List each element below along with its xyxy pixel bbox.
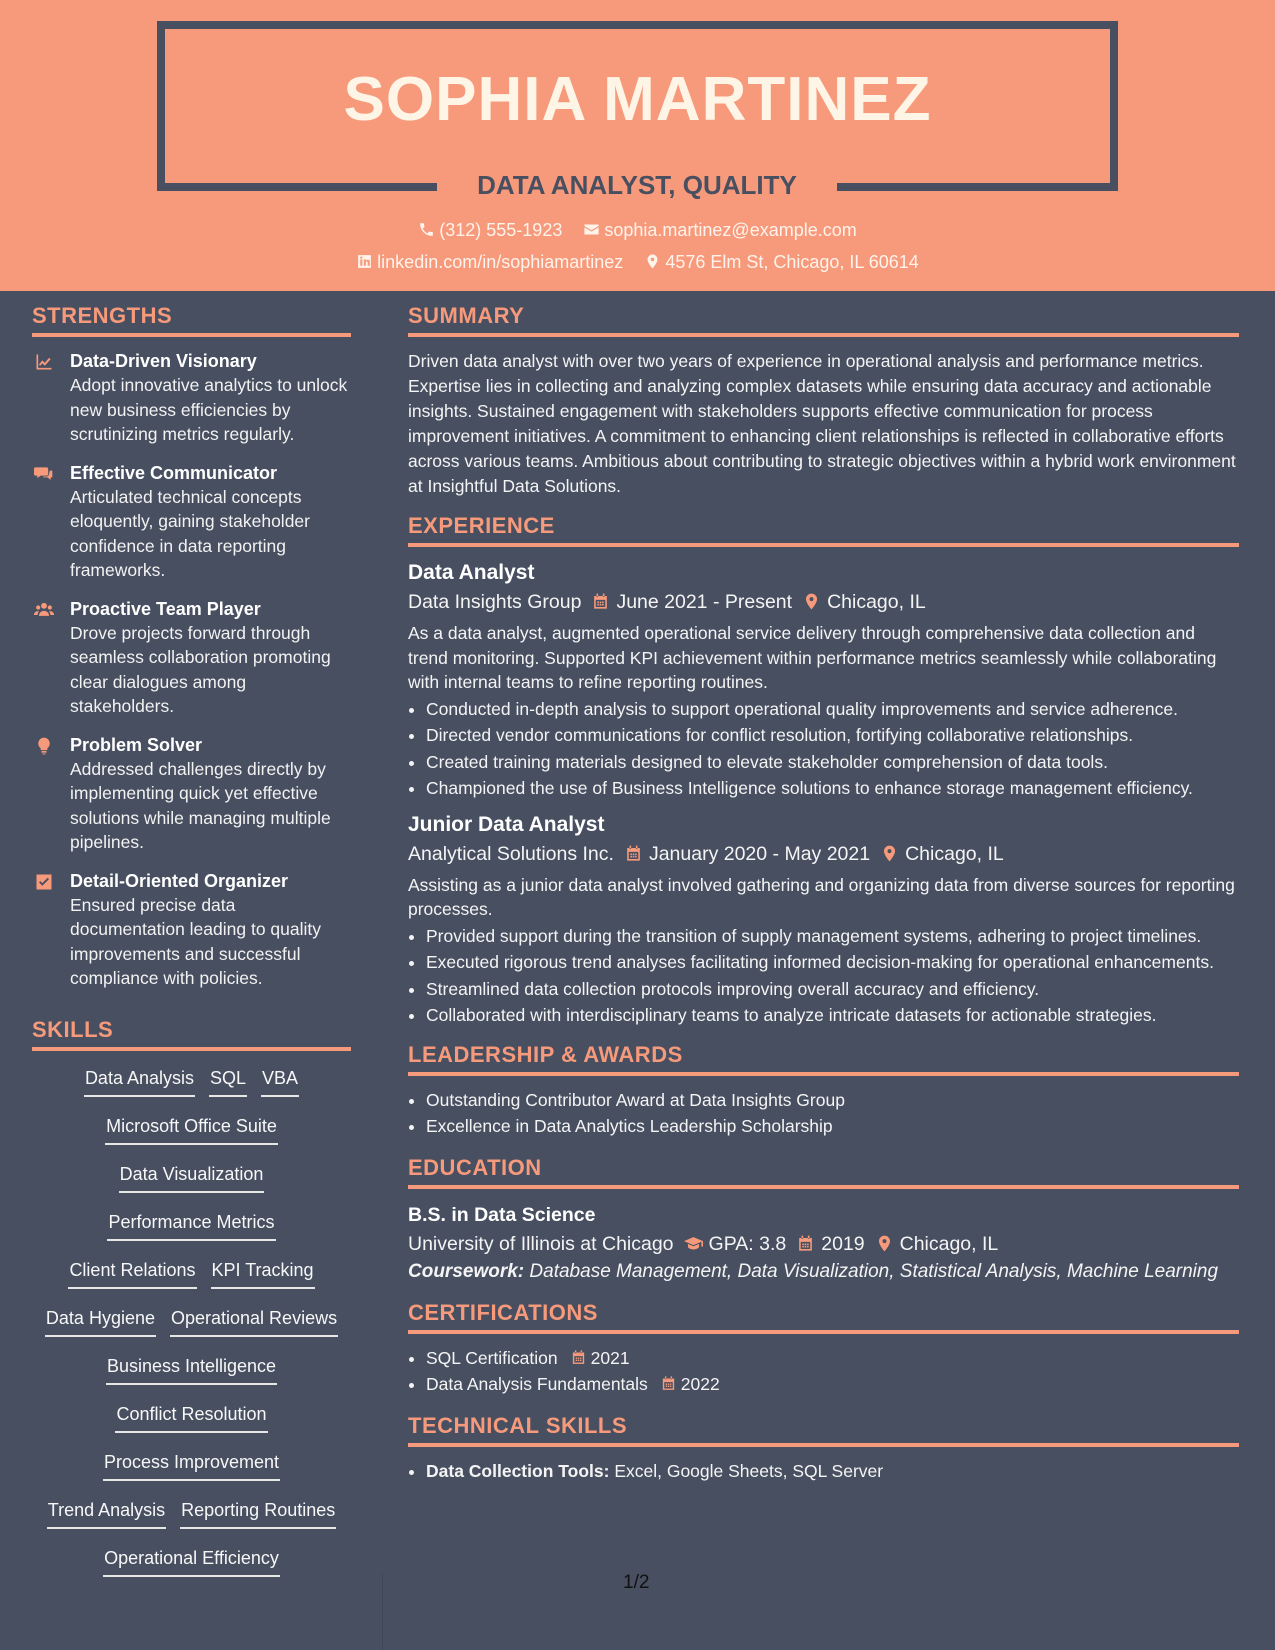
- map-marker-icon: [644, 253, 661, 270]
- skill-tag: Conflict Resolution: [115, 1399, 267, 1433]
- job-dates: June 2021 - Present: [616, 591, 793, 613]
- check-square-icon: [34, 872, 54, 892]
- school-location: Chicago, IL: [899, 1232, 999, 1255]
- skill-tag: Operational Efficiency: [103, 1543, 280, 1577]
- calendar-icon: [660, 1375, 677, 1392]
- skill-tag: Process Improvement: [103, 1447, 280, 1481]
- skill-tag: Data Visualization: [119, 1159, 265, 1193]
- right-column: [408, 303, 1239, 1485]
- calendar-icon: [570, 1349, 587, 1366]
- skill-tag: Operational Reviews: [170, 1303, 338, 1337]
- company: Analytical Solutions Inc.: [408, 842, 614, 865]
- address: [644, 252, 919, 273]
- technical-skills-heading: TECHNICAL SKILLS: [408, 1413, 1239, 1447]
- lightbulb-icon: [34, 736, 54, 756]
- address-text: 4576 Elm St, Chicago, IL 60614: [665, 252, 919, 272]
- summary-text: Driven data analyst with over two years of experience in operational analysis and performance metrics. Expertise lies in collecting and analyzing complex datasets while ensuring data accuracy and actionable insights. Sustained engagement with stakeholders supports effective communication for process improvement initiatives. A commitment to enhancing client relationships is reflected in collaborative efforts across various teams. Ambitious about contributing to strategic objectives within a hybrid work environment at Insightful Data Solutions.: [408, 351, 1236, 496]
- phone-icon: [418, 221, 435, 238]
- job-description: Assisting as a junior data analyst involved gathering and organizing data from diverse sources for reporting processes.: [408, 874, 1235, 919]
- left-column: [32, 303, 351, 1591]
- strength-text: Addressed challenges directly by implementing quick yet effective solutions while managing multiple pipelines.: [70, 758, 331, 852]
- list-item: [426, 1346, 1239, 1371]
- experience-heading: EXPERIENCE: [408, 513, 1239, 547]
- map-marker-icon: [802, 592, 821, 611]
- strength-title: Proactive Team Player: [70, 598, 261, 619]
- chart-line-icon: [34, 352, 54, 372]
- phone-text: (312) 555-1923: [439, 220, 563, 240]
- job-entry: [408, 811, 1239, 1028]
- strength-item: [32, 349, 351, 447]
- job-location: Chicago, IL: [905, 842, 1004, 865]
- list-item: • Conducted in-depth analysis to support operational quality improvements and service adherence.: [426, 697, 1239, 722]
- gpa: GPA: 3.8: [708, 1232, 787, 1255]
- skill-tag: VBA: [261, 1063, 299, 1097]
- list-item: • Directed vendor communications for conflict resolution, fortifying collaborative relationships.: [426, 723, 1239, 748]
- strength-title: Effective Communicator: [70, 462, 278, 483]
- tech-value: Excel, Google Sheets, SQL Server: [614, 1460, 884, 1481]
- skill-tag: Client Relations: [68, 1255, 196, 1289]
- skill-tag: Data Analysis: [84, 1063, 195, 1097]
- tech-label: Data Collection Tools:: [426, 1460, 610, 1481]
- job-location: Chicago, IL: [827, 591, 926, 613]
- skill-tag: Reporting Routines: [180, 1495, 336, 1529]
- skill-tag: KPI Tracking: [211, 1255, 315, 1289]
- contact-row-2: [0, 252, 1275, 273]
- leadership-heading: LEADERSHIP & AWARDS: [408, 1042, 1239, 1076]
- skill-tag: Data Hygiene: [45, 1303, 156, 1337]
- company: Data Insights Group: [408, 591, 582, 613]
- list-item: • Excellence in Data Analytics Leadership Scholarship: [426, 1114, 1239, 1139]
- strength-item: [32, 869, 351, 991]
- school: University of Illinois at Chicago: [408, 1232, 674, 1255]
- strength-item: [32, 597, 351, 719]
- cert-name: SQL Certification: [426, 1347, 558, 1368]
- job-role: Data Analyst: [408, 561, 535, 584]
- resume-header: [0, 0, 1275, 291]
- job-role: Junior Data Analyst: [408, 812, 605, 836]
- cert-year: 2021: [590, 1347, 630, 1368]
- email-text: sophia.martinez@example.com: [604, 220, 857, 240]
- job-description: As a data analyst, augmented operational service delivery through comprehensive data collection and trend monitoring. Supported KPI achievement within performance metrics seamlessly while collaborating with internal teams to refine reporting routines.: [408, 623, 1217, 692]
- calendar-icon: [796, 1234, 815, 1253]
- list-item: • Streamlined data collection protocols improving overall accuracy and efficiency.: [426, 977, 1239, 1002]
- strength-text: Adopt innovative analytics to unlock new business efficiencies by scrutinizing metrics regularly.: [70, 375, 348, 444]
- certifications-list: [426, 1346, 1239, 1397]
- graduation-year: 2019: [821, 1232, 865, 1255]
- job-bullets: [426, 697, 1239, 801]
- contact-row-1: [0, 220, 1275, 241]
- skill-tag: SQL: [209, 1063, 247, 1097]
- list-item: • Championed the use of Business Intelligence solutions to enhance storage management efficiency.: [426, 776, 1239, 801]
- list-item: • Created training materials designed to elevate stakeholder comprehension of data tools.: [426, 750, 1239, 775]
- comments-icon: [34, 464, 54, 484]
- skills-list: [32, 1063, 351, 1577]
- job-entry: [408, 559, 1239, 801]
- linkedin[interactable]: [356, 252, 623, 273]
- job-meta: [408, 839, 1239, 869]
- users-icon: [34, 600, 54, 620]
- envelope-icon: [583, 221, 600, 238]
- skill-tag: Microsoft Office Suite: [105, 1111, 278, 1145]
- leadership-list: [426, 1088, 1239, 1139]
- map-marker-icon: [880, 844, 899, 863]
- coursework-text: Database Management, Data Visualization, Statistical Analysis, Machine Learning: [529, 1260, 1219, 1282]
- strength-item: [32, 733, 351, 855]
- skill-tag: Business Intelligence: [106, 1351, 277, 1385]
- strength-text: Ensured precise data documentation leading to quality improvements and successful compliance with policies.: [70, 894, 322, 988]
- job-meta: [408, 587, 1239, 617]
- linkedin-text: linkedin.com/in/sophiamartinez: [377, 252, 624, 272]
- strength-text: Articulated technical concepts eloquently, gaining stakeholder confidence in data reporting frameworks.: [70, 486, 310, 580]
- skills-heading: SKILLS: [32, 1017, 351, 1051]
- cert-name: Data Analysis Fundamentals: [426, 1374, 648, 1394]
- skill-tag: Performance Metrics: [107, 1207, 275, 1241]
- list-item: • Outstanding Contributor Award at Data Insights Group: [426, 1088, 1239, 1113]
- cert-year: 2022: [680, 1374, 720, 1394]
- calendar-icon: [591, 592, 610, 611]
- map-marker-icon: [875, 1234, 894, 1253]
- technical-skills-list: [426, 1459, 1239, 1484]
- phone[interactable]: [418, 220, 562, 241]
- page-number: 1/2: [623, 1572, 650, 1593]
- coursework: [408, 1259, 1239, 1284]
- education-meta: [408, 1229, 1239, 1259]
- job-title: DATA ANALYST, QUALITY: [477, 170, 797, 200]
- list-item: [426, 1372, 1239, 1397]
- calendar-icon: [624, 844, 643, 863]
- list-item: [426, 1459, 1239, 1484]
- email[interactable]: [583, 220, 856, 241]
- strength-title: Problem Solver: [70, 734, 203, 755]
- list-item: • Collaborated with interdisciplinary teams to analyze intricate datasets for actionable strategies.: [426, 1003, 1239, 1028]
- job-bullets: [426, 924, 1239, 1028]
- strength-title: Detail-Oriented Organizer: [70, 870, 289, 891]
- summary-heading: SUMMARY: [408, 303, 1239, 337]
- job-title-band: [437, 166, 837, 204]
- skill-tag: Trend Analysis: [47, 1495, 166, 1529]
- coursework-label: Coursework:: [408, 1260, 525, 1282]
- list-item: • Provided support during the transition of supply management systems, adhering to project timelines.: [426, 924, 1239, 949]
- certifications-heading: CERTIFICATIONS: [408, 1300, 1239, 1334]
- graduation-cap-icon: [684, 1234, 703, 1253]
- column-divider: [382, 1574, 383, 1650]
- degree: B.S. in Data Science: [408, 1203, 596, 1226]
- list-item: • Executed rigorous trend analyses facilitating informed decision-making for operational enhancements.: [426, 950, 1239, 975]
- strengths-heading: STRENGTHS: [32, 303, 351, 337]
- strength-text: Drove projects forward through seamless collaboration promoting clear dialogues among stakeholders.: [70, 622, 331, 716]
- job-dates: January 2020 - May 2021: [648, 842, 871, 865]
- strength-item: [32, 461, 351, 583]
- candidate-name: SOPHIA MARTINEZ: [343, 65, 932, 134]
- linkedin-icon: [356, 253, 373, 270]
- strength-title: Data-Driven Visionary: [70, 351, 257, 371]
- education-heading: EDUCATION: [408, 1155, 1239, 1189]
